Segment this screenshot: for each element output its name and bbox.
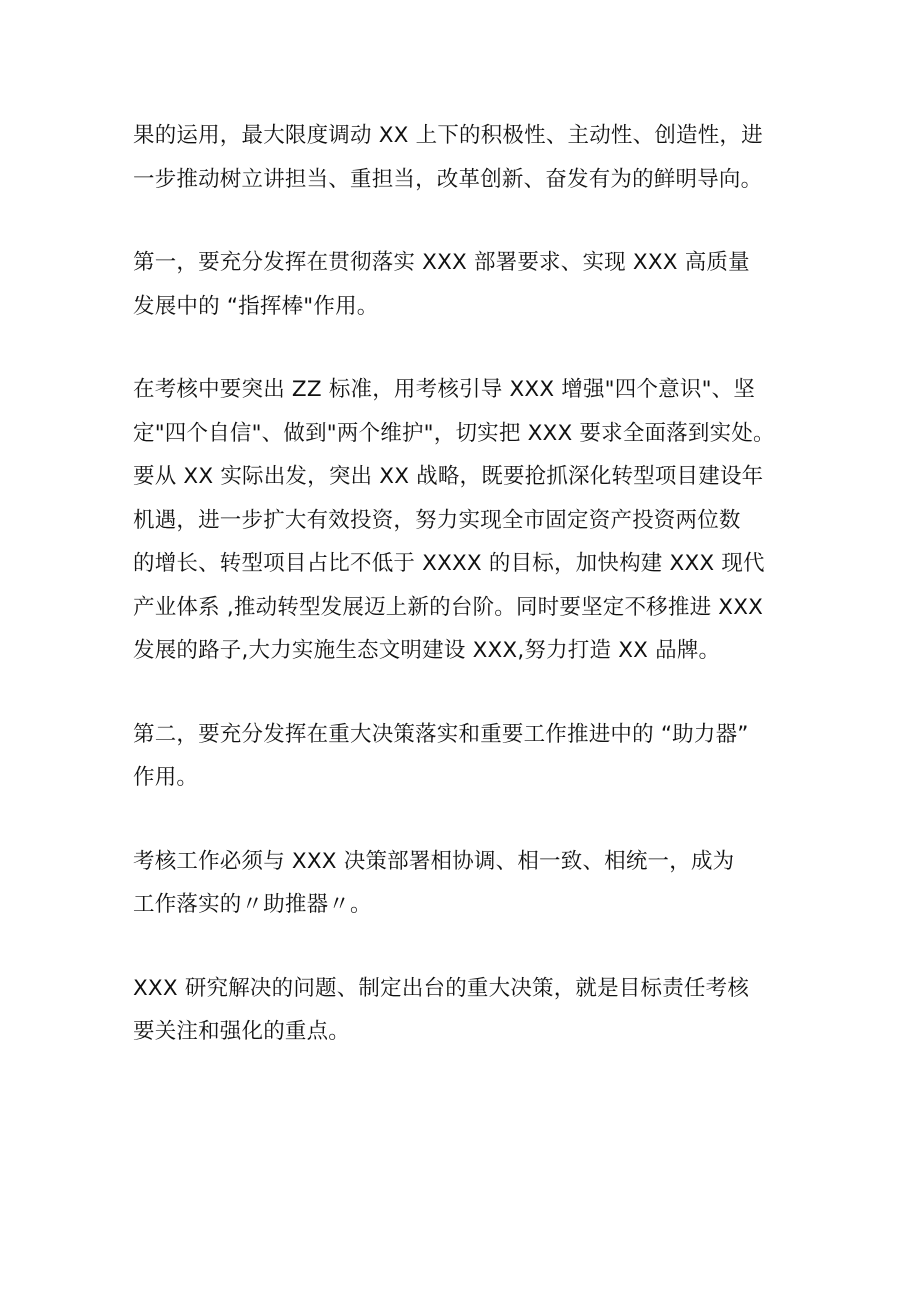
text-line: 机遇，进一步扩大有效投资，努力实现全市固定资产投资两位数	[133, 507, 741, 533]
paragraph-3	[133, 368, 813, 673]
text-line: XXX 研究解决的问题、制定出台的重大决策，就是目标责任考核	[133, 975, 750, 1001]
paragraph-5	[133, 840, 813, 927]
document-body	[133, 114, 813, 1094]
text-line: 要关注和强化的重点。	[133, 1019, 351, 1044]
text-line: 产业体系 ,推动转型发展迈上新的台阶。同时要坚定不移推进 XXX	[133, 594, 764, 620]
text-line: 一步推动树立讲担当、重担当，改革创新、奋发有为的鲜明导向。	[133, 166, 763, 192]
paragraph-4	[133, 713, 813, 800]
text-line: 第一，要充分发挥在贯彻落实 XXX 部署要求、实现 XXX 高质量	[133, 250, 750, 275]
text-line: 发展中的 “指挥棒"作用。	[133, 293, 379, 319]
paragraph-2	[133, 241, 813, 328]
text-line: 的增长、转型项目占比不低于 XXXX 的目标，加快构建 XXX 现代	[133, 551, 765, 576]
text-line: 在考核中要突出 ZZ 标准，用考核引导 XXX 增强"四个意识"、坚	[133, 377, 756, 402]
text-line: 果的运用，最大限度调动 XX 上下的积极性、主动性、创造性，进	[133, 123, 763, 148]
text-line: 第二，要充分发挥在重大决策落实和重要工作推进中的 “助力器”	[133, 721, 749, 747]
text-line: 定"四个自信"、做到"两个维护"，切实把 XXX 要求全面落到实处。	[133, 420, 775, 446]
paragraph-1	[133, 114, 813, 201]
text-line: 考核工作必须与 XXX 决策部署相协调、相一致、相统一，成为	[133, 848, 735, 874]
text-line: 工作落实的〃助推器〃。	[133, 892, 372, 917]
text-line: 发展的路子,大力实施生态文明建设 XXX,努力打造 XX 品牌。	[133, 638, 721, 663]
text-line: 要从 XX 实际出发，突出 XX 战略，既要抢抓深化转型项目建设年	[133, 464, 764, 489]
text-line: 作用。	[133, 765, 199, 790]
paragraph-6	[133, 967, 813, 1054]
